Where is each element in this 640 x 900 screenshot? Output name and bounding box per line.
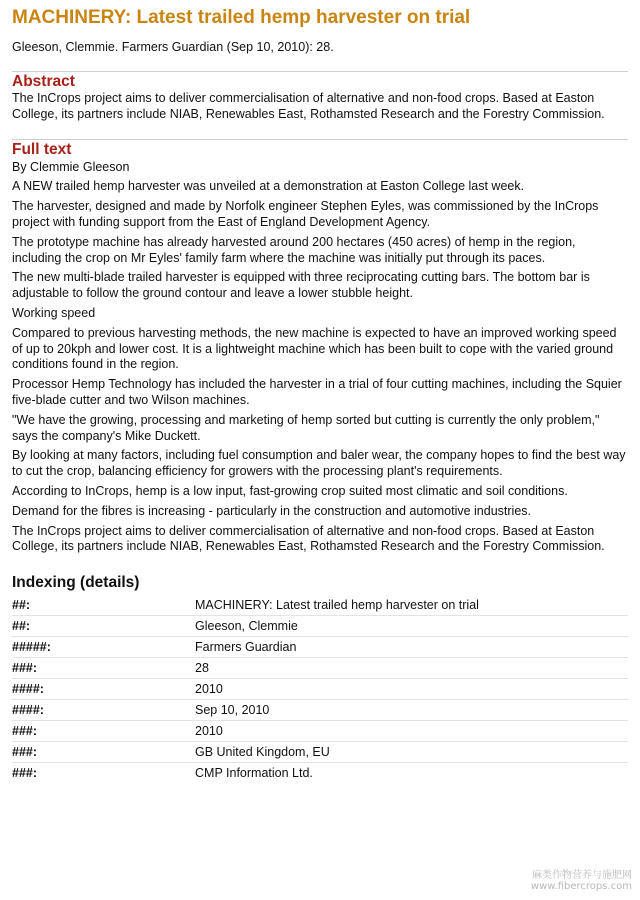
indexing-row	[12, 720, 628, 741]
paragraph: The InCrops project aims to deliver commercialisation of alternative and non-food crops. Based at Easton College, its partners include NIAB, Renewables East, Rothamsted Research and the Forestry Commission.	[12, 523, 605, 554]
paragraph: Processor Hemp Technology has included the harvester in a trial of four cutting machines, including the Squier five-blade cutter and two Wilson machines.	[12, 377, 622, 407]
indexing-key: ###:	[12, 766, 38, 781]
watermark-line-cn: 麻类作物营养与施肥网	[532, 870, 632, 881]
document-title: MACHINERY: Latest trailed hemp harvester on trial	[12, 7, 471, 28]
indexing-row	[12, 595, 628, 615]
indexing-value: GB United Kingdom, EU	[195, 745, 330, 760]
indexing-value: MACHINERY: Latest trailed hemp harvester on trial	[195, 598, 479, 613]
indexing-key: ##:	[12, 598, 31, 613]
indexing-value: 2010	[195, 682, 223, 697]
indexing-value: 2010	[195, 724, 223, 739]
subheading-working-speed: Working speed	[12, 305, 96, 320]
watermark	[531, 870, 632, 892]
indexing-row	[12, 762, 628, 783]
indexing-key: ####:	[12, 682, 44, 697]
indexing-key: ##:	[12, 619, 31, 634]
watermark-line-url: www.fibercrops.com	[530, 881, 632, 892]
indexing-value: CMP Information Ltd.	[195, 766, 313, 781]
abstract-text: The InCrops project aims to deliver commercialisation of alternative and non-food crops. Based at Easton College, its partners include NIAB, Renewables East, Rothamsted Research and the Forestry Commission.	[12, 91, 605, 121]
indexing-value: Farmers Guardian	[195, 640, 297, 655]
abstract-heading: Abstract	[12, 73, 75, 90]
paragraph: According to InCrops, hemp is a low input, fast-growing crop suited most climatic and soil conditions.	[12, 483, 568, 498]
paragraph: The new multi-blade trailed harvester is equipped with three reciprocating cutting bars. The bottom bar is adjustable to follow the ground contour and leave a lower stubble height.	[12, 270, 590, 301]
indexing-heading: Indexing (details)	[12, 574, 140, 592]
fulltext-heading: Full text	[12, 140, 72, 158]
byline: By Clemmie Gleeson	[12, 159, 130, 174]
indexing-key: ###:	[12, 745, 38, 760]
paragraph: By looking at many factors, including fuel consumption and baler wear, the company hopes to find the best way to cut the crop, balancing efficiency for growers with the processing plant's requirements.	[12, 448, 626, 479]
indexing-key: ####:	[12, 703, 44, 718]
indexing-row	[12, 678, 628, 699]
paragraph: "We have the growing, processing and marketing of hemp sorted but cutting is currently the only problem," says the company's Mike Duckett.	[12, 412, 600, 443]
indexing-row	[12, 657, 628, 678]
indexing-value: Sep 10, 2010	[195, 703, 270, 718]
indexing-row	[12, 741, 628, 762]
indexing-key: ###:	[12, 724, 38, 739]
indexing-table	[12, 595, 628, 783]
indexing-row	[12, 699, 628, 720]
divider	[12, 71, 628, 72]
paragraph: Demand for the fibres is increasing - particularly in the construction and automotive industries.	[12, 503, 532, 518]
indexing-key: #####:	[12, 640, 51, 655]
indexing-value: Gleeson, Clemmie	[195, 619, 298, 634]
indexing-row	[12, 636, 628, 657]
indexing-value: 28	[195, 661, 209, 676]
citation: Gleeson, Clemmie. Farmers Guardian (Sep 10, 2010): 28.	[12, 40, 334, 54]
indexing-row	[12, 615, 628, 636]
paragraph: The harvester, designed and made by Norfolk engineer Stephen Eyles, was commissioned by the InCrops project with funding support from the East of England Development Agency.	[12, 199, 599, 229]
paragraph: A NEW trailed hemp harvester was unveiled at a demonstration at Easton College last week.	[12, 179, 525, 194]
indexing-key: ###:	[12, 661, 38, 676]
paragraph: The prototype machine has already harvested around 200 hectares (450 acres) of hemp in the region, including the crop on Mr Eyles' family farm where the machine was initially put through its paces.	[12, 234, 576, 265]
divider	[12, 139, 628, 140]
paragraph: Compared to previous harvesting methods, the new machine is expected to have an improved working speed of up to 20kph and lower cost. It is a lightweight machine which has been built to cope with the varied ground conditions found in the region.	[12, 325, 617, 372]
